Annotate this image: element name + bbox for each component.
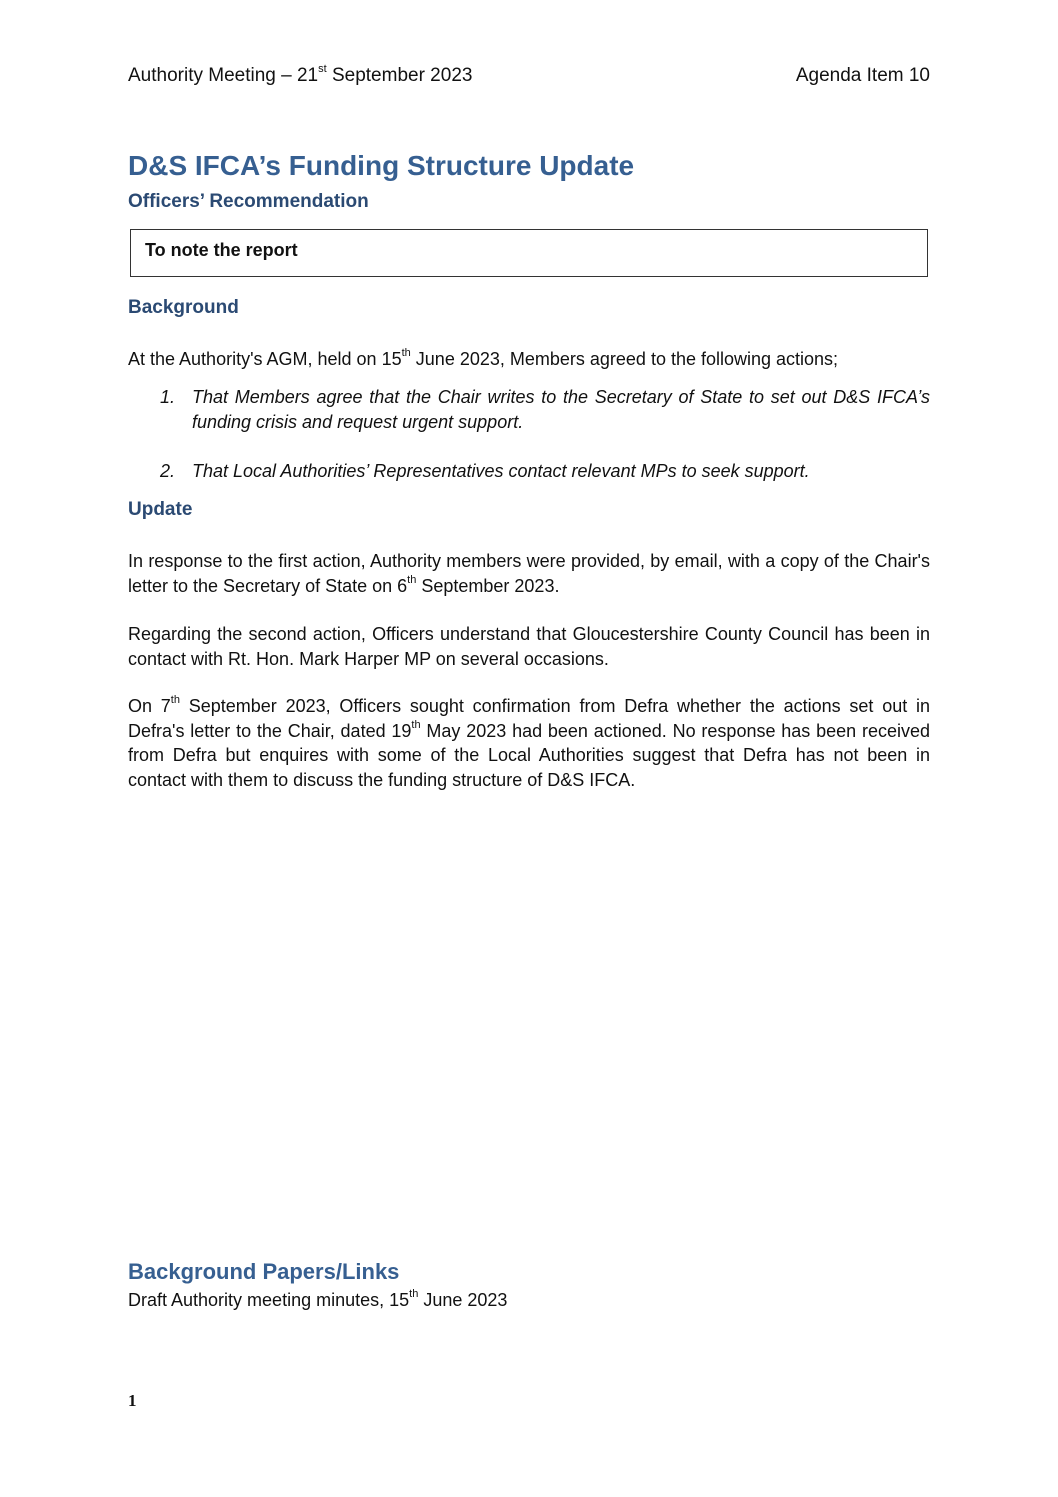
- recommendation-heading: Officers’ Recommendation: [128, 191, 369, 212]
- update-p3-suffix-2: th: [411, 718, 421, 731]
- action-text: That Local Authorities’ Representatives contact relevant MPs to seek support.: [192, 461, 810, 481]
- update-p3-text-a: On 7: [128, 696, 171, 716]
- action-text: That Members agree that the Chair writes to the Secretary of State to set out D&S IFCA’s funding crisis and request urgent support.: [192, 387, 930, 432]
- header-agenda-item: Agenda Item 10: [795, 65, 930, 86]
- update-p1-text: In response to the first action, Authority members were provided, by email, with a copy of the Chair's letter to the Secretary of State on 6: [128, 551, 930, 596]
- action-number: 1.: [160, 387, 176, 407]
- action-item-2: [160, 459, 930, 484]
- background-papers-suffix: th: [409, 1288, 419, 1300]
- action-number: 2.: [160, 461, 176, 481]
- header-meeting-date: [128, 64, 472, 88]
- header-meeting-text: Authority Meeting – 21: [128, 65, 319, 86]
- background-intro: [128, 347, 930, 372]
- update-p3-text-c: May 2023 had been actioned. No response has been received from Defra but enquires with some of the Local Authorities suggest that Defra has not been in contact with them to discuss the funding structure of D&S IFCA.: [128, 720, 930, 790]
- background-heading: Background: [128, 297, 239, 318]
- background-intro-rest: June 2023, Members agreed to the following actions;: [410, 349, 839, 369]
- header-month-year: September 2023: [326, 65, 473, 86]
- background-intro-text: At the Authority's AGM, held on 15: [128, 349, 402, 369]
- background-papers-heading: Background Papers/Links: [128, 1259, 400, 1284]
- page-title: D&S IFCA’s Funding Structure Update: [128, 150, 635, 181]
- recommendation-box: [130, 229, 928, 277]
- update-p1-suffix: th: [407, 573, 417, 586]
- update-p3-suffix-1: th: [170, 694, 180, 706]
- update-paragraph-3: [128, 694, 930, 792]
- background-intro-suffix: th: [401, 347, 411, 359]
- update-heading: Update: [128, 499, 193, 520]
- background-papers-text: Draft Authority meeting minutes, 15: [128, 1290, 410, 1310]
- page-number: 1: [128, 1391, 137, 1410]
- action-item-1: [160, 385, 930, 434]
- update-paragraph-2: Regarding the second action, Officers understand that Gloucestershire County Council has been in contact with Rt. Hon. Mark Harper MP on several occasions.: [128, 624, 930, 669]
- background-papers-item: [128, 1288, 930, 1313]
- recommendation-text: To note the report: [145, 240, 298, 260]
- update-p3-text-b: September 2023, Officers sought confirmation from Defra whether the actions set out in Defra's letter to the Chair, dated 19: [128, 696, 930, 741]
- header-date-suffix: st: [318, 62, 327, 75]
- background-papers-rest: June 2023: [418, 1290, 508, 1310]
- update-p1-rest: September 2023.: [416, 575, 560, 596]
- update-paragraph-1: [128, 549, 930, 598]
